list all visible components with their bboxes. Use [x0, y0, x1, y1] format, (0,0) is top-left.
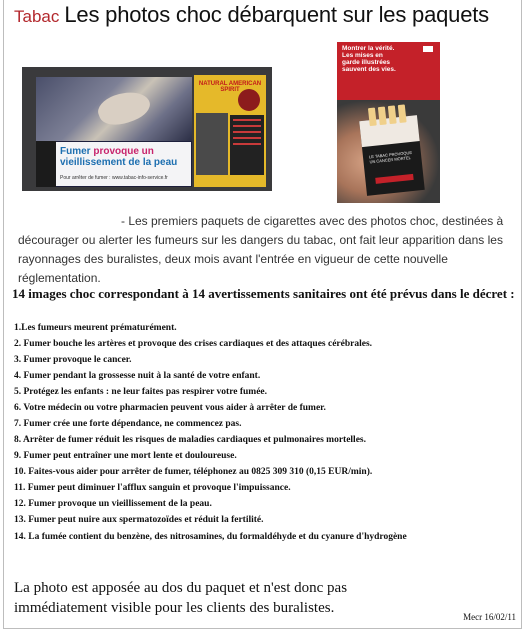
warnings-intro: 14 images choc correspondant à 14 avertissements sanitaires ont été prévus dans le décret :	[12, 286, 515, 301]
list-item: 3. Fumer provoque le cancer.	[14, 355, 132, 365]
warnings-list	[14, 320, 519, 543]
brand-logo-icon	[238, 89, 260, 111]
pack-brand: NATURAL AMERICAN SPIRIT	[198, 81, 262, 93]
photo-hand-holding-pack	[337, 42, 440, 203]
list-item: 4. Fumer pendant la grossesse nuit à la santé de votre enfant.	[14, 371, 261, 381]
pack-warning-text: Fumer provoque un vieillissement de la peau	[60, 146, 178, 168]
list-item: 13. Fumer peut nuire aux spermatozoïdes et réduit la fertilité.	[14, 515, 264, 525]
list-item: 6. Votre médecin ou votre pharmacien peuvent vous aider à arrêter de fumer.	[14, 403, 326, 413]
headline: Les photos choc débarquent sur les paquets	[64, 2, 489, 27]
list-item: 7. Fumer crée une forte dépendance, ne commencez pas.	[14, 419, 242, 429]
section-tag: Tabac	[14, 7, 60, 26]
pack-image	[196, 113, 228, 175]
pack-side	[36, 141, 56, 187]
pack-small-print: Pour arrêter de fumer : www.tabac-info-service.fr	[60, 175, 168, 181]
list-item: 8. Arrêter de fumer réduit les risques de maladies cardiaques et pulmonaires mortelles.	[14, 435, 366, 445]
list-item: 12. Fumer provoque un vieillissement de la peau.	[14, 499, 212, 509]
list-item: 14. La fumée contient du benzène, des nitrosamines, du formaldéhyde et du cyanure d'hydrogène	[14, 532, 407, 542]
list-item: 10. Faites-vous aider pour arrêter de fumer, téléphonez au 0825 309 310 (0,15 EUR/min).	[14, 467, 373, 477]
yellow-pack	[194, 75, 266, 187]
photo-cigarette-packs	[22, 67, 272, 191]
red-poster	[337, 42, 440, 100]
pack-warning-block	[230, 115, 264, 175]
list-item: 1.Les fumeurs meurent prématurément.	[14, 323, 177, 333]
photo-caption: - Les premiers paquets de cigarettes avec des photos choc, destinées à décourager ou alerter les fumeurs sur les dangers du tabac, ont fait leur apparition dans les rayonnages des buralistes, deux mois avant l'entrée en vigueur de cette nouvelle réglementation.	[18, 214, 504, 285]
article-title	[14, 3, 514, 30]
pack-with-photo	[36, 77, 192, 187]
poster-title: Montrer la vérité. Les mises en garde illustrées sauvent des vies.	[342, 45, 396, 73]
pack-warning-label	[56, 142, 191, 186]
closing-note: La photo est apposée au dos du paquet et n'est donc pas immédiatement visible pour les clients des buralistes.	[14, 580, 348, 616]
date-stamp: Mecr 16/02/11	[463, 612, 516, 622]
list-item: 11. Fumer peut diminuer l'afflux sanguin et provoque l'impuissance.	[14, 483, 291, 493]
list-item: 9. Fumer peut entraîner une mort lente et douloureuse.	[14, 451, 237, 461]
pack-red-band	[375, 174, 413, 184]
emblem-icon	[423, 46, 433, 52]
held-pack	[359, 115, 425, 196]
held-pack-text: LE TABAC PROVOQUE UN CANCER MORTEL	[368, 149, 413, 165]
list-item: 2. Fumer bouche les artères et provoque des crises cardiaques et des attaques cérébrales.	[14, 339, 373, 349]
list-item: 5. Protégez les enfants : ne leur faites pas respirer votre fumée.	[14, 387, 268, 397]
